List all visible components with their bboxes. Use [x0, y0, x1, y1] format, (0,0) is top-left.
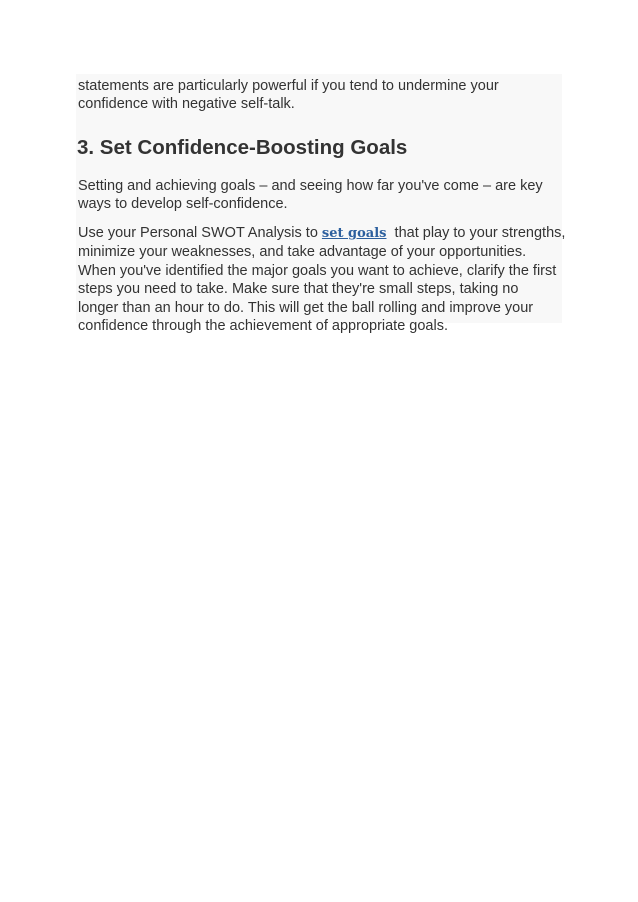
swot-line-5: longer than an hour to do. This will get the ball rolling and improve your [78, 299, 534, 316]
goals-intro-paragraph [78, 177, 543, 214]
swot-paragraph [78, 224, 565, 335]
goals-intro-line-2: ways to develop self-confidence. [78, 196, 288, 213]
swot-line-1-before: Use your Personal SWOT Analysis to [78, 225, 322, 241]
intro-line-1: statements are particularly powerful if you tend to undermine your [78, 78, 499, 94]
swot-line-1-after: that play to your strengths, [386, 225, 566, 241]
swot-line-2: minimize your weaknesses, and take advantage of your opportunities. [78, 244, 527, 261]
section-heading: 3. Set Confidence-Boosting Goals [77, 136, 408, 159]
intro-line-2: confidence with negative self-talk. [78, 96, 295, 113]
swot-line-1 [78, 224, 565, 243]
swot-line-3: When you've identified the major goals you want to achieve, clarify the first [78, 262, 557, 279]
set-goals-link[interactable]: set goals [321, 226, 387, 241]
intro-paragraph [78, 77, 499, 114]
goals-intro-line-1: Setting and achieving goals – and seeing how far you've come – are key [78, 178, 543, 194]
swot-line-4: steps you need to take. Make sure that they're small steps, taking no [78, 281, 519, 298]
swot-line-6: confidence through the achievement of appropriate goals. [78, 318, 448, 335]
